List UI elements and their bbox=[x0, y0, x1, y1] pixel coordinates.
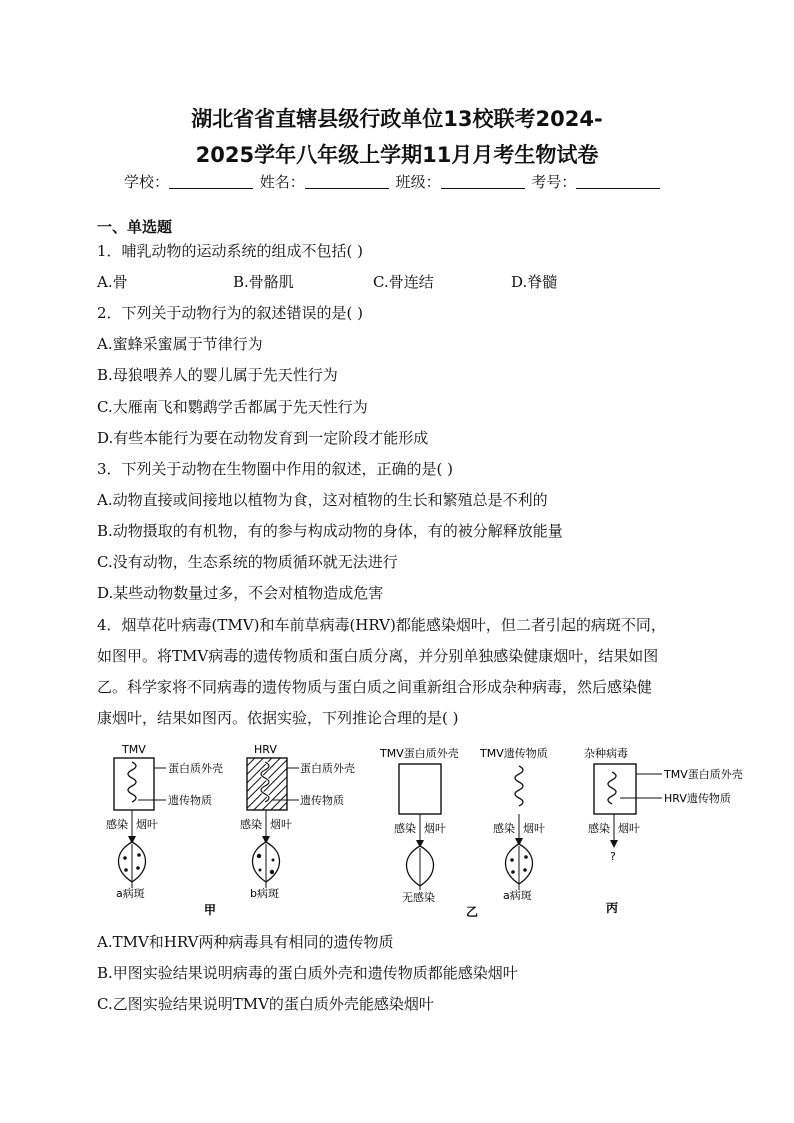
tmv-protein-shell-box bbox=[399, 764, 441, 814]
tmv-protein-shell-label: 蛋白质外壳 bbox=[168, 762, 223, 775]
student-info-row bbox=[124, 171, 662, 192]
class-blank[interactable] bbox=[441, 174, 525, 189]
q4-option-b[interactable]: B.甲图实验结果说明病毒的蛋白质外壳和遗传物质都能感染烟叶 bbox=[97, 964, 518, 982]
q3-option-b[interactable]: B.动物摄取的有机物，有的参与构成动物的身体，有的被分解释放能量 bbox=[97, 522, 563, 540]
class-label: 班级： bbox=[395, 173, 441, 191]
q2-option-d[interactable]: D.有些本能行为要在动物发育到一定阶段才能形成 bbox=[97, 429, 429, 447]
exam-no-label: 考号： bbox=[531, 173, 577, 191]
q3-option-a[interactable]: A.动物直接或间接地以植物为食，这对植物的生长和繁殖总是不利的 bbox=[97, 491, 548, 509]
tmv-virus-box bbox=[114, 758, 154, 810]
hybrid-virus-box bbox=[594, 764, 636, 814]
title-line-1: 湖北省省直辖县级行政单位13校联考2024- bbox=[191, 107, 603, 131]
q4-stem-line-2: 如图甲。将TMV病毒的遗传物质和蛋白质分离，并分别单独感染健康烟叶，结果如图 bbox=[97, 647, 659, 665]
q1-option-b[interactable]: B.骨骼肌 bbox=[233, 273, 294, 291]
infect-label-5: 感染 bbox=[588, 822, 610, 835]
infect-label-2: 感染 bbox=[240, 818, 262, 831]
school-label: 学校： bbox=[124, 173, 170, 191]
q3-option-c[interactable]: C.没有动物，生态系统的物质循环就无法进行 bbox=[97, 553, 398, 571]
hrv-protein-shell-label: 蛋白质外壳 bbox=[300, 762, 355, 775]
infect-label-1: 感染 bbox=[106, 818, 128, 831]
name-blank[interactable] bbox=[305, 174, 389, 189]
infect-label-3: 感染 bbox=[394, 822, 416, 835]
tmv-protein-shell-title: TMV蛋白质外壳 bbox=[380, 747, 459, 760]
exam-no-blank[interactable] bbox=[576, 174, 660, 189]
label-bing: 丙 bbox=[606, 901, 619, 915]
leaf-label-2: 烟叶 bbox=[270, 818, 292, 831]
leaf-label-5: 烟叶 bbox=[618, 822, 640, 835]
q2-option-b[interactable]: B.母狼喂养人的婴儿属于先天性行为 bbox=[97, 366, 338, 384]
q1-option-d[interactable]: D.脊髓 bbox=[511, 273, 558, 291]
tmv-rna-coil-2 bbox=[515, 766, 523, 806]
school-blank[interactable] bbox=[169, 174, 253, 189]
leaf-label-3: 烟叶 bbox=[424, 822, 446, 835]
tmv-label: TMV bbox=[122, 743, 146, 756]
name-label: 姓名： bbox=[259, 173, 305, 191]
section-heading: 一、单选题 bbox=[97, 218, 173, 236]
q2-option-c[interactable]: C.大雁南飞和鹦鹉学舌都属于先天性行为 bbox=[97, 398, 368, 416]
q1-stem: 1．哺乳动物的运动系统的组成不包括( ) bbox=[97, 242, 364, 260]
tmv-genetic-label: 遗传物质 bbox=[168, 794, 212, 807]
q4-stem-line-1: 4．烟草花叶病毒(TMV)和车前草病毒(HRV)都能感染烟叶，但二者引起的病斑不同， bbox=[97, 616, 666, 634]
virus-experiment-figure bbox=[94, 740, 764, 922]
no-infection-label: 无感染 bbox=[402, 891, 435, 904]
hrv-label: HRV bbox=[254, 743, 277, 756]
q1-option-c[interactable]: C.骨连结 bbox=[373, 273, 434, 291]
hrv-genetic-label: 遗传物质 bbox=[300, 794, 344, 807]
hrv-genetic-pointer: HRV遗传物质 bbox=[664, 792, 731, 805]
b-lesion-label: b病斑 bbox=[250, 887, 279, 900]
a-lesion-label-2: a病斑 bbox=[503, 889, 532, 902]
q3-stem: 3．下列关于动物在生物圈中作用的叙述，正确的是( ) bbox=[97, 460, 454, 478]
tmv-genetic-title: TMV遗传物质 bbox=[480, 747, 548, 760]
q4-stem-line-4: 康烟叶，结果如图丙。依据实验，下列推论合理的是( ) bbox=[97, 709, 459, 727]
question-mark: ? bbox=[610, 850, 616, 863]
infect-label-4: 感染 bbox=[493, 822, 515, 835]
leaf-label-4: 烟叶 bbox=[523, 822, 545, 835]
q4-option-c[interactable]: C.乙图实验结果说明TMV的蛋白质外壳能感染烟叶 bbox=[97, 995, 434, 1013]
a-lesion-label-1: a病斑 bbox=[116, 887, 145, 900]
hybrid-virus-title: 杂种病毒 bbox=[584, 747, 628, 760]
label-jia: 甲 bbox=[204, 903, 217, 917]
tmv-protein-shell-pointer: TMV蛋白质外壳 bbox=[664, 768, 743, 781]
q1-option-a[interactable]: A.骨 bbox=[97, 273, 128, 291]
q4-option-a[interactable]: A.TMV和HRV两种病毒具有相同的遗传物质 bbox=[97, 933, 394, 951]
q3-option-d[interactable]: D.某些动物数量过多，不会对植物造成危害 bbox=[97, 584, 384, 602]
leaf-label-1: 烟叶 bbox=[136, 818, 158, 831]
q2-stem: 2．下列关于动物行为的叙述错误的是( ) bbox=[97, 304, 364, 322]
q4-stem-line-3: 乙。科学家将不同病毒的遗传物质与蛋白质之间重新组合形成杂种病毒，然后感染健 bbox=[97, 678, 653, 696]
label-yi: 乙 bbox=[466, 905, 479, 919]
q2-option-a[interactable]: A.蜜蜂采蜜属于节律行为 bbox=[97, 335, 263, 353]
title-line-2: 2025学年八年级上学期11月月考生物试卷 bbox=[195, 143, 599, 167]
